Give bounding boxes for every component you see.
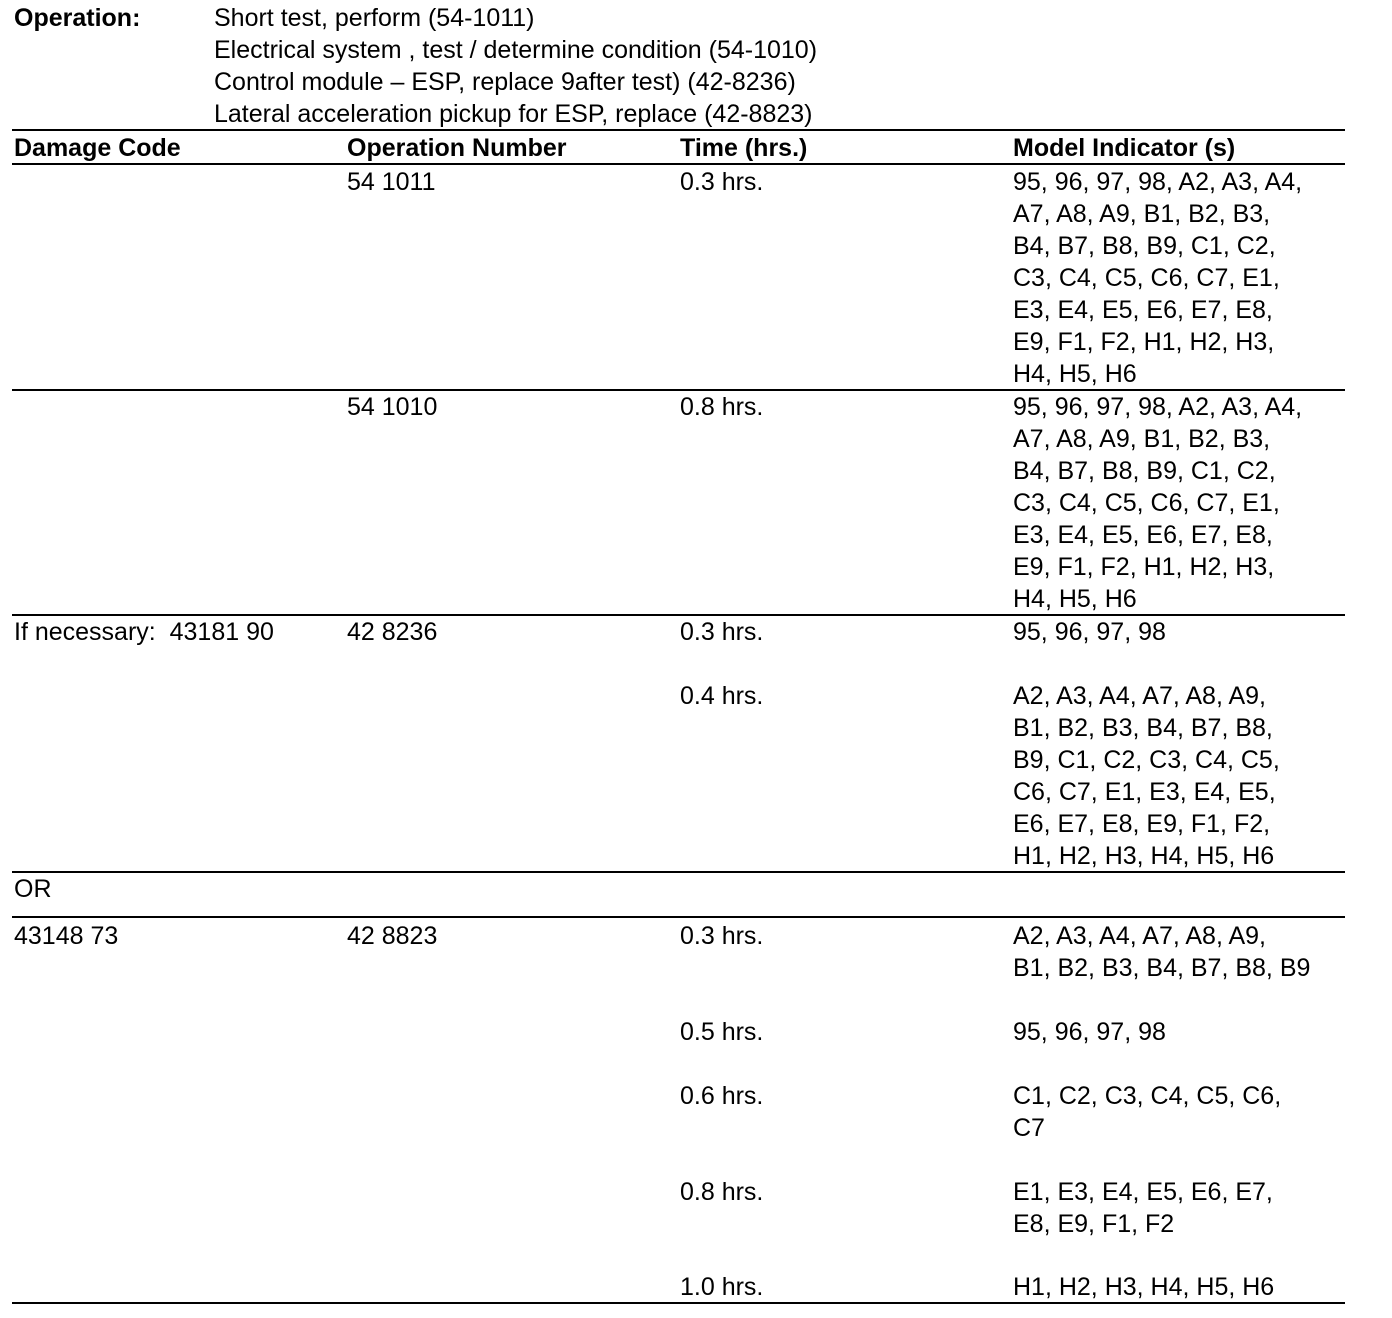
- operation-line-1: Short test, perform (54-1011): [214, 4, 535, 32]
- model-line: B4, B7, B8, B9, C1, C2,: [1013, 232, 1276, 260]
- table-top-rule: [12, 129, 1345, 131]
- model-line: H1, H2, H3, H4, H5, H6: [1013, 842, 1275, 870]
- model-line: C3, C4, C5, C6, C7, E1,: [1013, 489, 1280, 517]
- row-damage-code: 43148 73: [14, 922, 119, 950]
- row-operation-number: 42 8236: [347, 618, 438, 646]
- table-bottom-rule: [12, 1302, 1345, 1304]
- row-damage-code: If necessary: 43181 90: [14, 618, 274, 646]
- operation-line-3: Control module – ESP, replace 9after test) (42-8236): [214, 68, 796, 96]
- row-operation-number: 54 1010: [347, 393, 438, 421]
- row-time: 0.3 hrs.: [680, 922, 764, 950]
- row-operation-number: 42 8823: [347, 922, 438, 950]
- model-line: E3, E4, E5, E6, E7, E8,: [1013, 296, 1273, 324]
- operation-label: Operation:: [14, 4, 141, 32]
- model-line: E9, F1, F2, H1, H2, H3,: [1013, 553, 1275, 581]
- model-line: B4, B7, B8, B9, C1, C2,: [1013, 457, 1276, 485]
- column-header-damage-code: Damage Code: [14, 134, 181, 162]
- model-line: H1, H2, H3, H4, H5, H6: [1013, 1273, 1275, 1301]
- model-line: C7: [1013, 1114, 1045, 1142]
- or-separator: OR: [14, 875, 52, 903]
- model-line: B9, C1, C2, C3, C4, C5,: [1013, 746, 1280, 774]
- model-line: H4, H5, H6: [1013, 585, 1137, 613]
- row-time: 0.3 hrs.: [680, 618, 764, 646]
- model-line: A2, A3, A4, A7, A8, A9,: [1013, 682, 1266, 710]
- row-operation-number: 54 1011: [347, 168, 436, 196]
- operation-line-2: Electrical system , test / determine condition (54-1010): [214, 36, 818, 64]
- row-time: 0.8 hrs.: [680, 1178, 764, 1206]
- row-model-list: [1013, 1176, 1273, 1240]
- model-line: H4, H5, H6: [1013, 360, 1137, 388]
- row-time: 0.4 hrs.: [680, 682, 764, 710]
- model-line: C6, C7, E1, E3, E4, E5,: [1013, 778, 1276, 806]
- model-line: E9, F1, F2, H1, H2, H3,: [1013, 328, 1275, 356]
- row-time: 0.3 hrs.: [680, 168, 764, 196]
- model-line: E1, E3, E4, E5, E6, E7,: [1013, 1178, 1273, 1206]
- row-divider: [12, 916, 1345, 918]
- row-model-list: [1013, 1016, 1166, 1048]
- row-model-list: [1013, 1080, 1281, 1144]
- model-line: C1, C2, C3, C4, C5, C6,: [1013, 1082, 1282, 1110]
- model-line: C3, C4, C5, C6, C7, E1,: [1013, 264, 1280, 292]
- row-model-list: [1013, 166, 1302, 390]
- operation-line-4: Lateral acceleration pickup for ESP, replace (42-8823): [214, 100, 813, 128]
- model-line: E3, E4, E5, E6, E7, E8,: [1013, 521, 1273, 549]
- column-header-model-indicator: Model Indicator (s): [1013, 134, 1236, 162]
- row-divider: [12, 871, 1345, 873]
- column-header-operation-number: Operation Number: [347, 134, 567, 162]
- row-model-list: [1013, 616, 1166, 648]
- model-line: E8, E9, F1, F2: [1013, 1210, 1175, 1238]
- column-header-time: Time (hrs.): [680, 134, 808, 162]
- header-rule: [12, 163, 1345, 165]
- model-line: A2, A3, A4, A7, A8, A9,: [1013, 922, 1266, 950]
- model-line: 95, 96, 97, 98, A2, A3, A4,: [1013, 168, 1303, 196]
- row-time: 0.8 hrs.: [680, 393, 764, 421]
- model-line: A7, A8, A9, B1, B2, B3,: [1013, 200, 1271, 228]
- model-line: B1, B2, B3, B4, B7, B8, B9: [1013, 954, 1311, 982]
- row-time: 1.0 hrs.: [680, 1273, 764, 1301]
- row-model-list: [1013, 920, 1310, 984]
- model-line: 95, 96, 97, 98, A2, A3, A4,: [1013, 393, 1303, 421]
- model-line: 95, 96, 97, 98: [1013, 618, 1166, 646]
- model-line: B1, B2, B3, B4, B7, B8,: [1013, 714, 1273, 742]
- model-line: A7, A8, A9, B1, B2, B3,: [1013, 425, 1271, 453]
- row-time: 0.5 hrs.: [680, 1018, 764, 1046]
- model-line: 95, 96, 97, 98: [1013, 1018, 1166, 1046]
- row-model-list: [1013, 391, 1302, 615]
- row-model-list: [1013, 1271, 1274, 1303]
- row-model-list: [1013, 680, 1280, 872]
- row-time: 0.6 hrs.: [680, 1082, 764, 1110]
- model-line: E6, E7, E8, E9, F1, F2,: [1013, 810, 1271, 838]
